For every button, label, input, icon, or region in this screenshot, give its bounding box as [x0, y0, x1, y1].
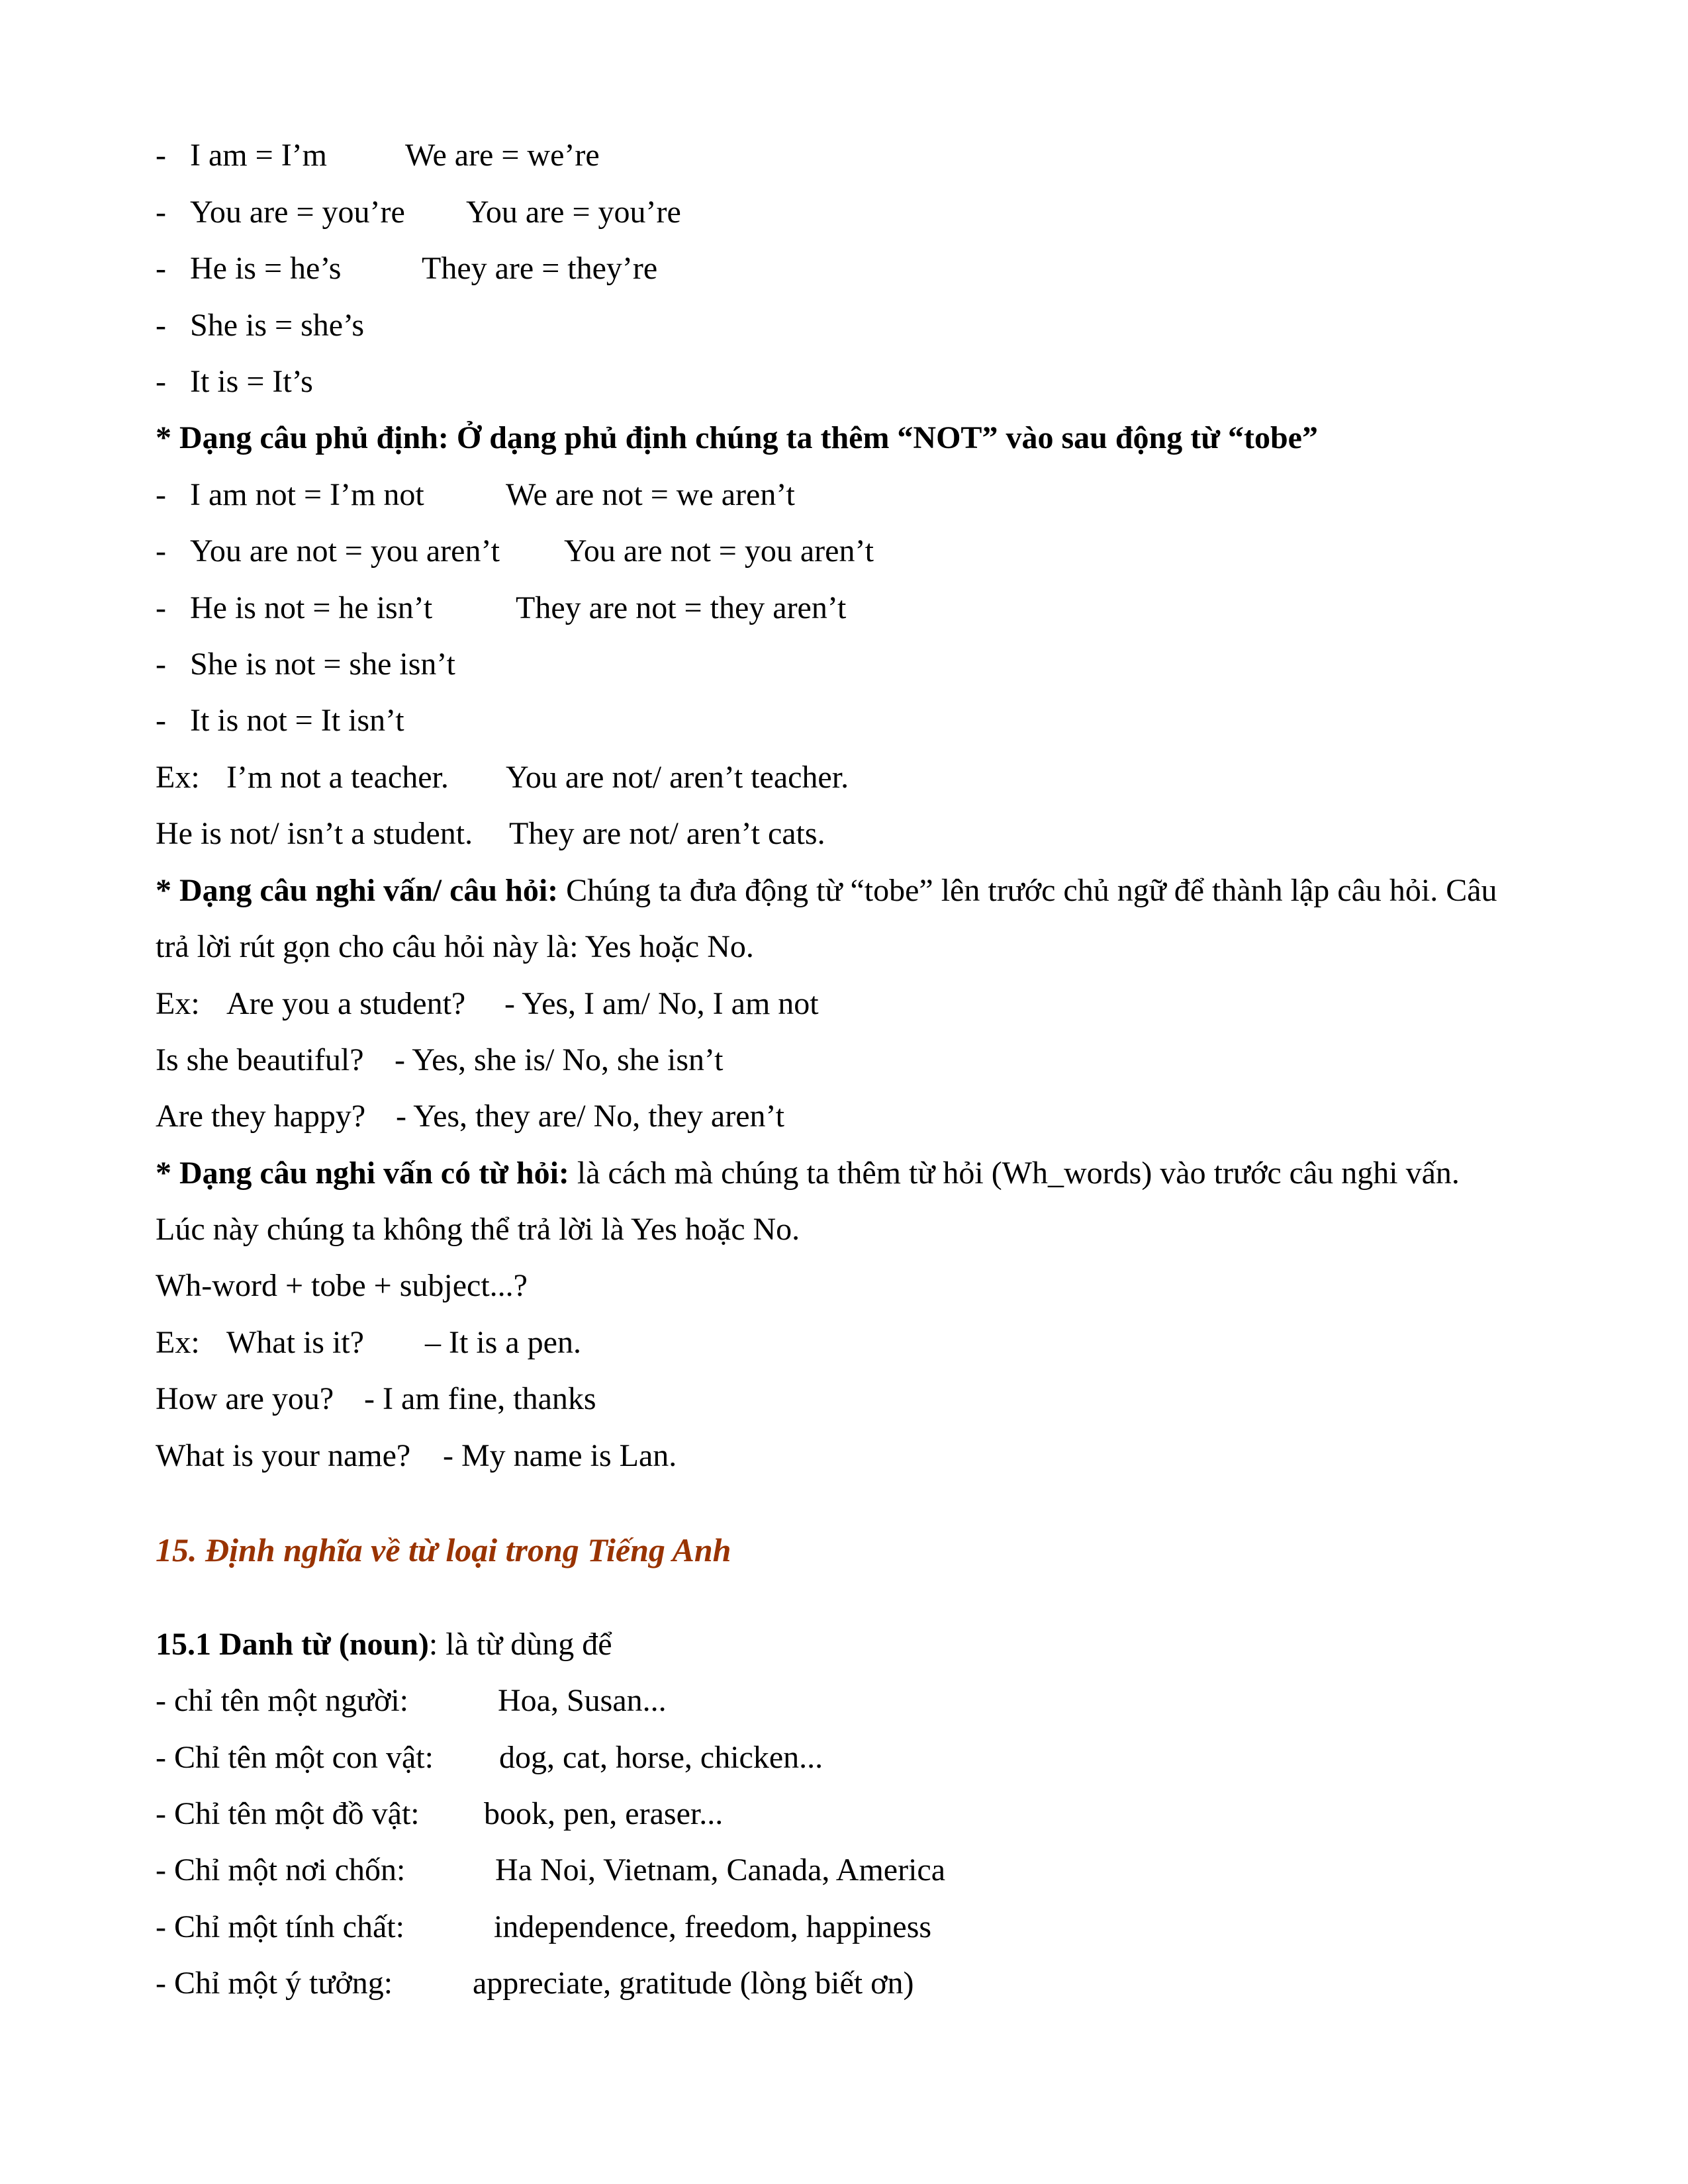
example-row	[0, 1040, 1688, 1080]
text: We are not = we aren’t	[506, 477, 795, 512]
text: - Yes, they are/ No, they aren’t	[396, 1099, 784, 1134]
example-row	[0, 1379, 1688, 1419]
dash: -	[156, 308, 166, 343]
noun-item	[0, 1794, 1688, 1834]
text: She is not = she isn’t	[190, 647, 455, 682]
item-label: - chỉ tên một người:	[156, 1683, 409, 1718]
text: - Yes, I am/ No, I am not	[504, 986, 819, 1021]
item-label: - Chỉ tên một con vật:	[156, 1740, 434, 1775]
text: They are not = they aren’t	[516, 590, 847, 625]
text: - I am fine, thanks	[364, 1381, 596, 1416]
ex-label: Ex:	[156, 986, 200, 1021]
example-row	[0, 1323, 1688, 1363]
text: - My name is Lan.	[443, 1438, 677, 1473]
text: He is = he’s	[190, 251, 342, 286]
text: He is not = he isn’t	[190, 590, 433, 625]
contraction-row	[0, 362, 1688, 402]
dash: -	[156, 138, 166, 173]
section-title: 15. Định nghĩa về từ loại trong Tiếng Anh	[156, 1531, 731, 1569]
heading-text: * Dạng câu phủ định: Ở dạng phủ định chúng ta thêm “NOT” vào sau động từ “tobe”	[156, 420, 1318, 455]
negative-row	[0, 701, 1688, 741]
text: You are not/ aren’t teacher.	[506, 760, 849, 795]
text: You are = you’re	[190, 195, 405, 230]
text: They are = they’re	[422, 251, 658, 286]
subsection-heading	[0, 1625, 1688, 1664]
contraction-row	[0, 136, 1688, 175]
question-heading	[0, 871, 1688, 911]
example-row	[0, 1436, 1688, 1476]
noun-item	[0, 1850, 1688, 1890]
section-heading	[0, 1530, 1688, 1570]
dash: -	[156, 364, 166, 399]
negative-heading	[0, 418, 1688, 458]
dash: -	[156, 251, 166, 286]
text: What is your name?	[156, 1438, 411, 1473]
noun-item	[0, 1738, 1688, 1778]
item-value: Ha Noi, Vietnam, Canada, America	[495, 1852, 946, 1888]
contraction-row	[0, 193, 1688, 232]
negative-row	[0, 475, 1688, 515]
subsection-title: 15.1 Danh từ (noun)	[156, 1627, 429, 1662]
formula-line	[0, 1266, 1688, 1306]
text: Are you a student?	[226, 986, 466, 1021]
heading-text: Chúng ta đưa động từ “tobe” lên trước chủ ngữ để thành lập câu hỏi. Câu	[558, 873, 1497, 908]
ex-label: Ex:	[156, 760, 200, 795]
text: They are not/ aren’t cats.	[509, 816, 825, 851]
text: What is it?	[226, 1325, 364, 1360]
item-value: independence, freedom, happiness	[494, 1909, 932, 1944]
item-label: - Chỉ tên một đồ vật:	[156, 1796, 420, 1831]
noun-item	[0, 1907, 1688, 1947]
item-label: - Chỉ một tính chất:	[156, 1909, 404, 1944]
text: I am = I’m	[190, 138, 327, 173]
noun-item	[0, 1964, 1688, 2003]
text: You are not = you aren’t	[190, 533, 500, 569]
example-row	[0, 758, 1688, 797]
text: She is = she’s	[190, 308, 365, 343]
text: You are = you’re	[466, 195, 681, 230]
negative-row	[0, 588, 1688, 628]
item-value: book, pen, eraser...	[484, 1796, 724, 1831]
paragraph-line	[0, 927, 1688, 967]
dash: -	[156, 195, 166, 230]
text: He is not/ isn’t a student.	[156, 816, 473, 851]
text: You are not = you aren’t	[564, 533, 874, 569]
item-value: dog, cat, horse, chicken...	[499, 1740, 823, 1775]
example-row	[0, 814, 1688, 854]
dash: -	[156, 703, 166, 738]
text: I’m not a teacher.	[226, 760, 449, 795]
example-row	[0, 984, 1688, 1024]
dash: -	[156, 533, 166, 569]
negative-row	[0, 531, 1688, 571]
dash: -	[156, 647, 166, 682]
text: Is she beautiful?	[156, 1042, 364, 1077]
item-label: - Chỉ một nơi chốn:	[156, 1852, 406, 1888]
text: It is = It’s	[190, 364, 313, 399]
contraction-row	[0, 306, 1688, 345]
text: Lúc này chúng ta không thể trả lời là Yes hoặc No.	[156, 1212, 800, 1247]
negative-row	[0, 645, 1688, 684]
item-label: - Chỉ một ý tưởng:	[156, 1966, 393, 2001]
text: It is not = It isn’t	[190, 703, 404, 738]
contraction-row	[0, 249, 1688, 289]
text: I am not = I’m not	[190, 477, 424, 512]
text: – It is a pen.	[425, 1325, 581, 1360]
item-value: Hoa, Susan...	[498, 1683, 667, 1718]
text: - Yes, she is/ No, she isn’t	[395, 1042, 724, 1077]
text: Wh-word + tobe + subject...?	[156, 1268, 528, 1303]
wh-heading	[0, 1154, 1688, 1193]
text: Are they happy?	[156, 1099, 366, 1134]
text: We are = we’re	[405, 138, 600, 173]
heading-text: là cách mà chúng ta thêm từ hỏi (Wh_words) vào trước câu nghi vấn.	[569, 1156, 1460, 1191]
heading-bold: * Dạng câu nghi vấn có từ hỏi:	[156, 1156, 569, 1191]
heading-bold: * Dạng câu nghi vấn/ câu hỏi:	[156, 873, 559, 908]
paragraph-line	[0, 1210, 1688, 1250]
noun-item	[0, 1681, 1688, 1721]
text: : là từ dùng để	[428, 1627, 612, 1662]
dash: -	[156, 590, 166, 625]
item-value: appreciate, gratitude (lòng biết ơn)	[473, 1966, 914, 2001]
ex-label: Ex:	[156, 1325, 200, 1360]
dash: -	[156, 477, 166, 512]
text: trả lời rút gọn cho câu hỏi này là: Yes hoặc No.	[156, 929, 754, 964]
example-row	[0, 1097, 1688, 1136]
text: How are you?	[156, 1381, 334, 1416]
